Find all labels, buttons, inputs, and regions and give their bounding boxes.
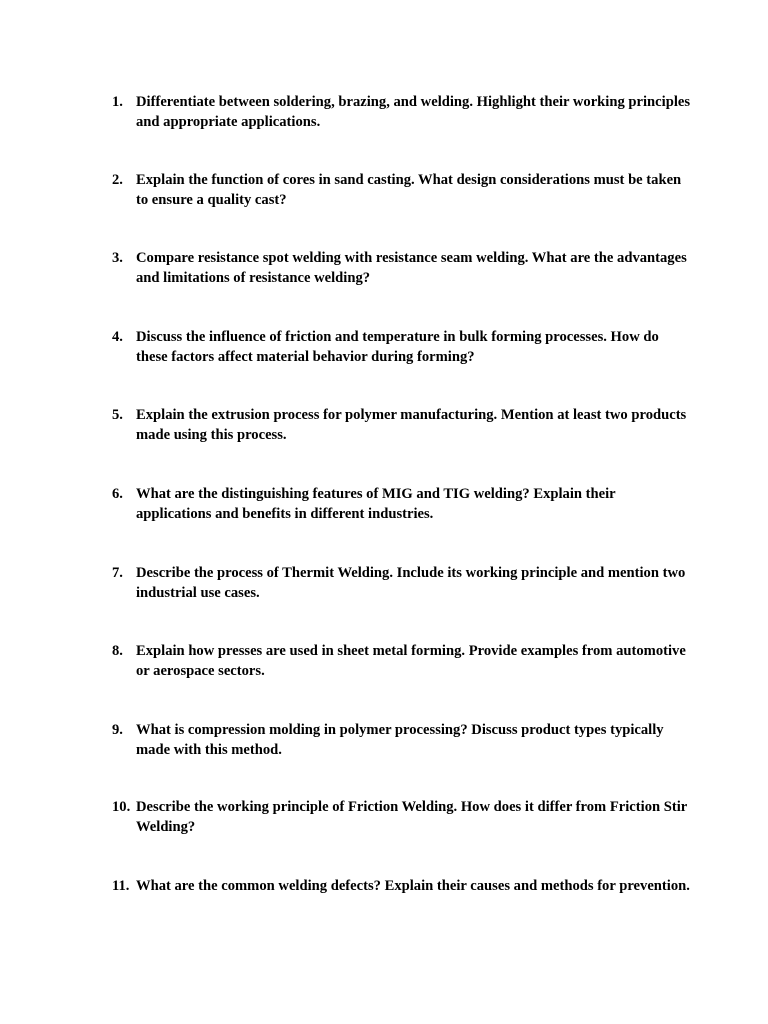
question-number: 10.: [112, 799, 131, 815]
question-item-7: [112, 564, 692, 603]
question-number: 7.: [112, 565, 123, 581]
question-item-6: [112, 485, 692, 524]
question-text: Explain how presses are used in sheet metal forming. Provide examples from automotive or aerospace sectors.: [136, 643, 686, 679]
question-number: 9.: [112, 722, 123, 738]
question-number: 2.: [112, 172, 123, 188]
question-item-11: [112, 877, 692, 897]
question-text: Differentiate between soldering, brazing, and welding. Highlight their working principles and appropriate applications.: [136, 94, 691, 130]
question-item-10: [112, 798, 692, 837]
question-item-9: [112, 721, 692, 760]
question-item-1: [112, 93, 692, 132]
question-text: Explain the function of cores in sand casting. What design considerations must be taken to ensure a quality cast?: [136, 172, 682, 208]
question-text: Describe the process of Thermit Welding. Include its working principle and mention two industrial use cases.: [136, 565, 686, 601]
question-number: 3.: [112, 250, 123, 266]
question-item-3: [112, 249, 692, 288]
question-number: 5.: [112, 407, 123, 423]
question-number: 8.: [112, 643, 123, 659]
question-item-4: [112, 328, 692, 367]
question-number: 11.: [112, 878, 130, 894]
question-number: 6.: [112, 486, 123, 502]
question-text: Discuss the influence of friction and temperature in bulk forming processes. How do these factors affect material behavior during forming?: [136, 329, 659, 365]
question-text: Describe the working principle of Friction Welding. How does it differ from Friction Stir Welding?: [136, 799, 687, 835]
question-item-8: [112, 642, 692, 681]
question-text: Compare resistance spot welding with resistance seam welding. What are the advantages and limitations of resistance welding?: [136, 250, 687, 286]
question-text: What are the common welding defects? Explain their causes and methods for prevention.: [136, 878, 690, 894]
question-number: 4.: [112, 329, 123, 345]
question-number: 1.: [112, 94, 123, 110]
question-item-5: [112, 406, 692, 445]
question-text: Explain the extrusion process for polymer manufacturing. Mention at least two products made using this process.: [136, 407, 687, 443]
question-text: What are the distinguishing features of MIG and TIG welding? Explain their applications and benefits in different industries.: [136, 486, 616, 522]
question-item-2: [112, 171, 692, 210]
question-text: What is compression molding in polymer processing? Discuss product types typically made with this method.: [136, 722, 664, 758]
